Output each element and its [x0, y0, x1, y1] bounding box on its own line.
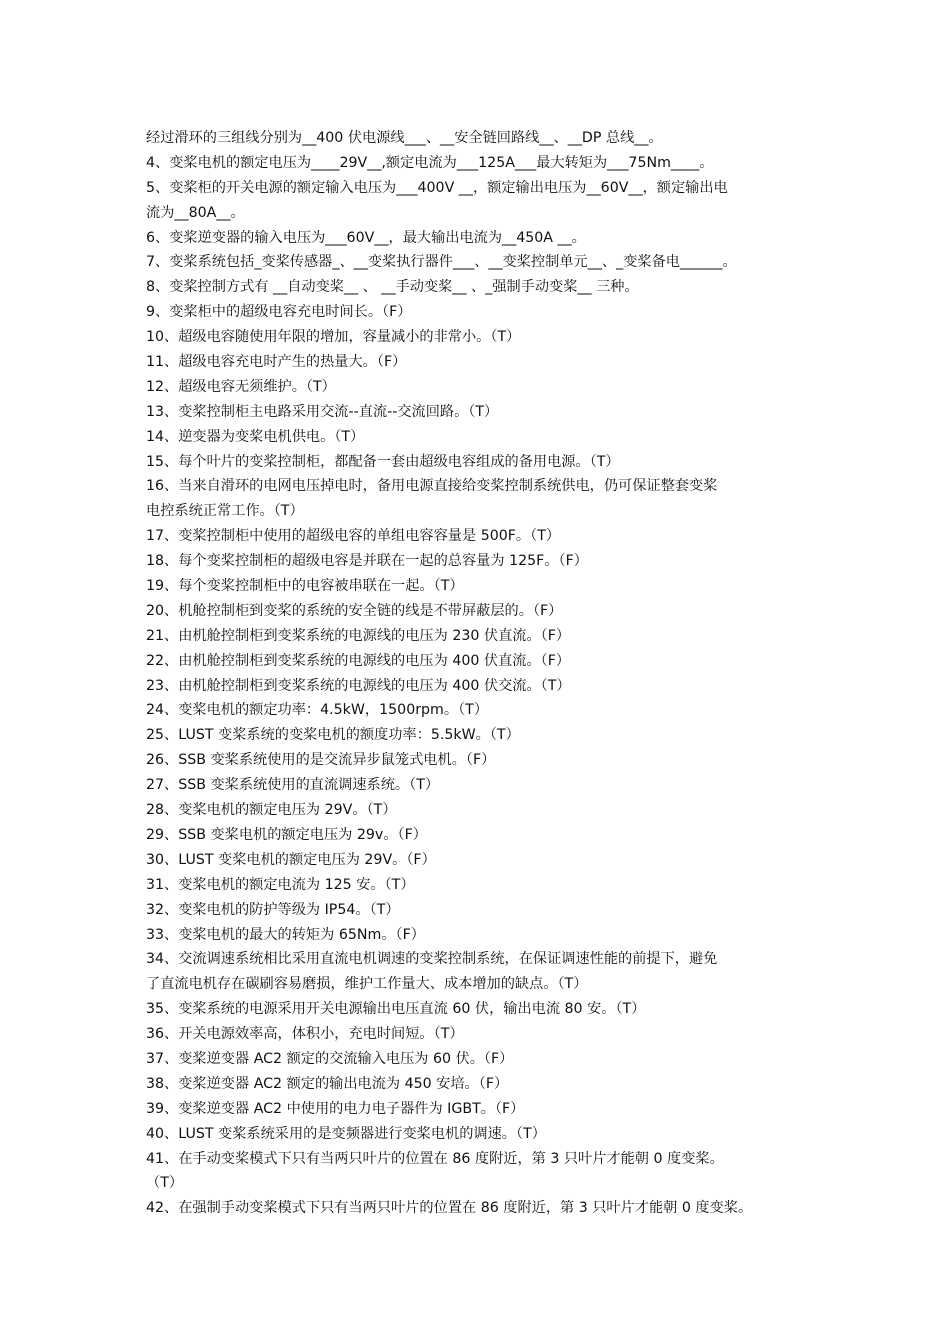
text-line: 37、变桨逆变器 AC2 额定的交流输入电压为 60 伏。（F） [146, 1050, 514, 1067]
text-line: 40、LUST 变桨系统采用的是变频器进行变桨电机的调速。（T） [146, 1125, 546, 1142]
text-line: 21、由机舱控制柜到变桨系统的电源线的电压为 230 伏直流。（F） [146, 627, 571, 644]
text-line: 流为__80A__。 [146, 204, 245, 221]
text-line: 经过滑环的三组线分别为__400 伏电源线___、__安全链回路线__、__DP 总线__。 [146, 130, 663, 146]
text-line: 22、由机舱控制柜到变桨系统的电源线的电压为 400 伏直流。（F） [146, 652, 571, 669]
text-line: 7、变桨系统包括_变桨传感器_、__变桨执行器件___、__变桨控制单元__、_变桨备电______。 [146, 254, 737, 271]
text-line: 26、SSB 变桨系统使用的是交流异步鼠笼式电机。（F） [146, 752, 496, 769]
text-line: 13、变桨控制柜主电路采用交流--直流--交流回路。（T） [146, 403, 499, 420]
text-line: 10、超级电容随使用年限的增加，容量减小的非常小。（T） [146, 329, 521, 346]
text-line: 20、机舱控制柜到变桨的系统的安全链的线是不带屏蔽层的。（F） [146, 602, 563, 619]
text-line: （T） [146, 1175, 184, 1192]
text-line: 14、逆变器为变桨电机供电。（T） [146, 428, 365, 445]
text-line: 32、变桨电机的防护等级为 IP54。（T） [146, 901, 400, 918]
text-line: 38、变桨逆变器 AC2 额定的输出电流为 450 安培。（F） [146, 1075, 509, 1092]
text-line: 36、开关电源效率高，体积小，充电时间短。（T） [146, 1026, 464, 1043]
text-line: 41、在手动变桨模式下只有当两只叶片的位置在 86 度附近，第 3 只叶片才能朝 0 度变桨。 [146, 1150, 724, 1167]
text-line: 11、超级电容充电时产生的热量大。（F） [146, 354, 407, 371]
text-line: 15、每个叶片的变桨控制柜，都配备一套由超级电容组成的备用电源。（T） [146, 453, 620, 470]
text-line: 9、变桨柜中的超级电容充电时间长。（F） [146, 304, 412, 321]
text-line: 27、SSB 变桨系统使用的直流调速系统。（T） [146, 777, 440, 794]
text-line: 了直流电机存在碳刷容易磨损，维护工作量大、成本增加的缺点。（T） [146, 976, 588, 993]
text-line: 25、LUST 变桨系统的变桨电机的额度功率：5.5kW。（T） [146, 727, 520, 744]
text-line: 5、变桨柜的开关电源的额定输入电压为___400V __，额定输出电压为__60V__，额定输出电 [146, 179, 728, 196]
text-line: 33、变桨电机的最大的转矩为 65Nm。（F） [146, 926, 425, 943]
text-line: 12、超级电容无须维护。（T） [146, 378, 336, 395]
text-line: 23、由机舱控制柜到变桨系统的电源线的电压为 400 伏交流。（T） [146, 677, 571, 694]
text-line: 19、每个变桨控制柜中的电容被串联在一起。（T） [146, 578, 464, 595]
text-line: 6、变桨逆变器的输入电压为___60V__，最大输出电流为__450A __。 [146, 229, 586, 246]
text-line: 28、变桨电机的额定电压为 29V。（T） [146, 802, 397, 819]
text-line: 18、每个变桨控制柜的超级电容是并联在一起的总容量为 125F。（F） [146, 553, 588, 570]
text-line: 16、当来自滑环的电网电压掉电时，备用电源直接给变桨控制系统供电，仍可保证整套变桨 [146, 478, 718, 495]
text-line: 17、变桨控制柜中使用的超级电容的单组电容容量是 500F。（T） [146, 528, 561, 545]
text-line: 24、变桨电机的额定功率：4.5kW，1500rpm。（T） [146, 702, 489, 719]
text-line: 34、交流调速系统相比采用直流电机调速的变桨控制系统，在保证调速性能的前提下，避免 [146, 951, 718, 968]
text-line: 30、LUST 变桨电机的额定电压为 29V。（F） [146, 851, 436, 868]
text-line: 35、变桨系统的电源采用开关电源输出电压直流 60 伏，输出电流 80 安。（T） [146, 1001, 646, 1018]
text-line: 4、变桨电机的额定电压为____29V__,额定电流为___125A___最大转矩为___75Nm____。 [146, 154, 714, 171]
text-line: 39、变桨逆变器 AC2 中使用的电力电子器件为 IGBT。（F） [146, 1100, 525, 1117]
text-line: 42、在强制手动变桨模式下只有当两只叶片的位置在 86 度附近，第 3 只叶片才能朝 0 度变桨。 [146, 1200, 753, 1217]
text-line: 电控系统正常工作。（T） [146, 503, 304, 520]
text-line: 31、变桨电机的额定电流为 125 安。（T） [146, 876, 415, 893]
text-line: 8、变桨控制方式有 __自动变桨__ 、 __手动变桨__ 、_强制手动变桨__ 三种。 [146, 279, 639, 296]
text-line: 29、SSB 变桨电机的额定电压为 29v。（F） [146, 826, 427, 843]
document-body [146, 126, 826, 1221]
